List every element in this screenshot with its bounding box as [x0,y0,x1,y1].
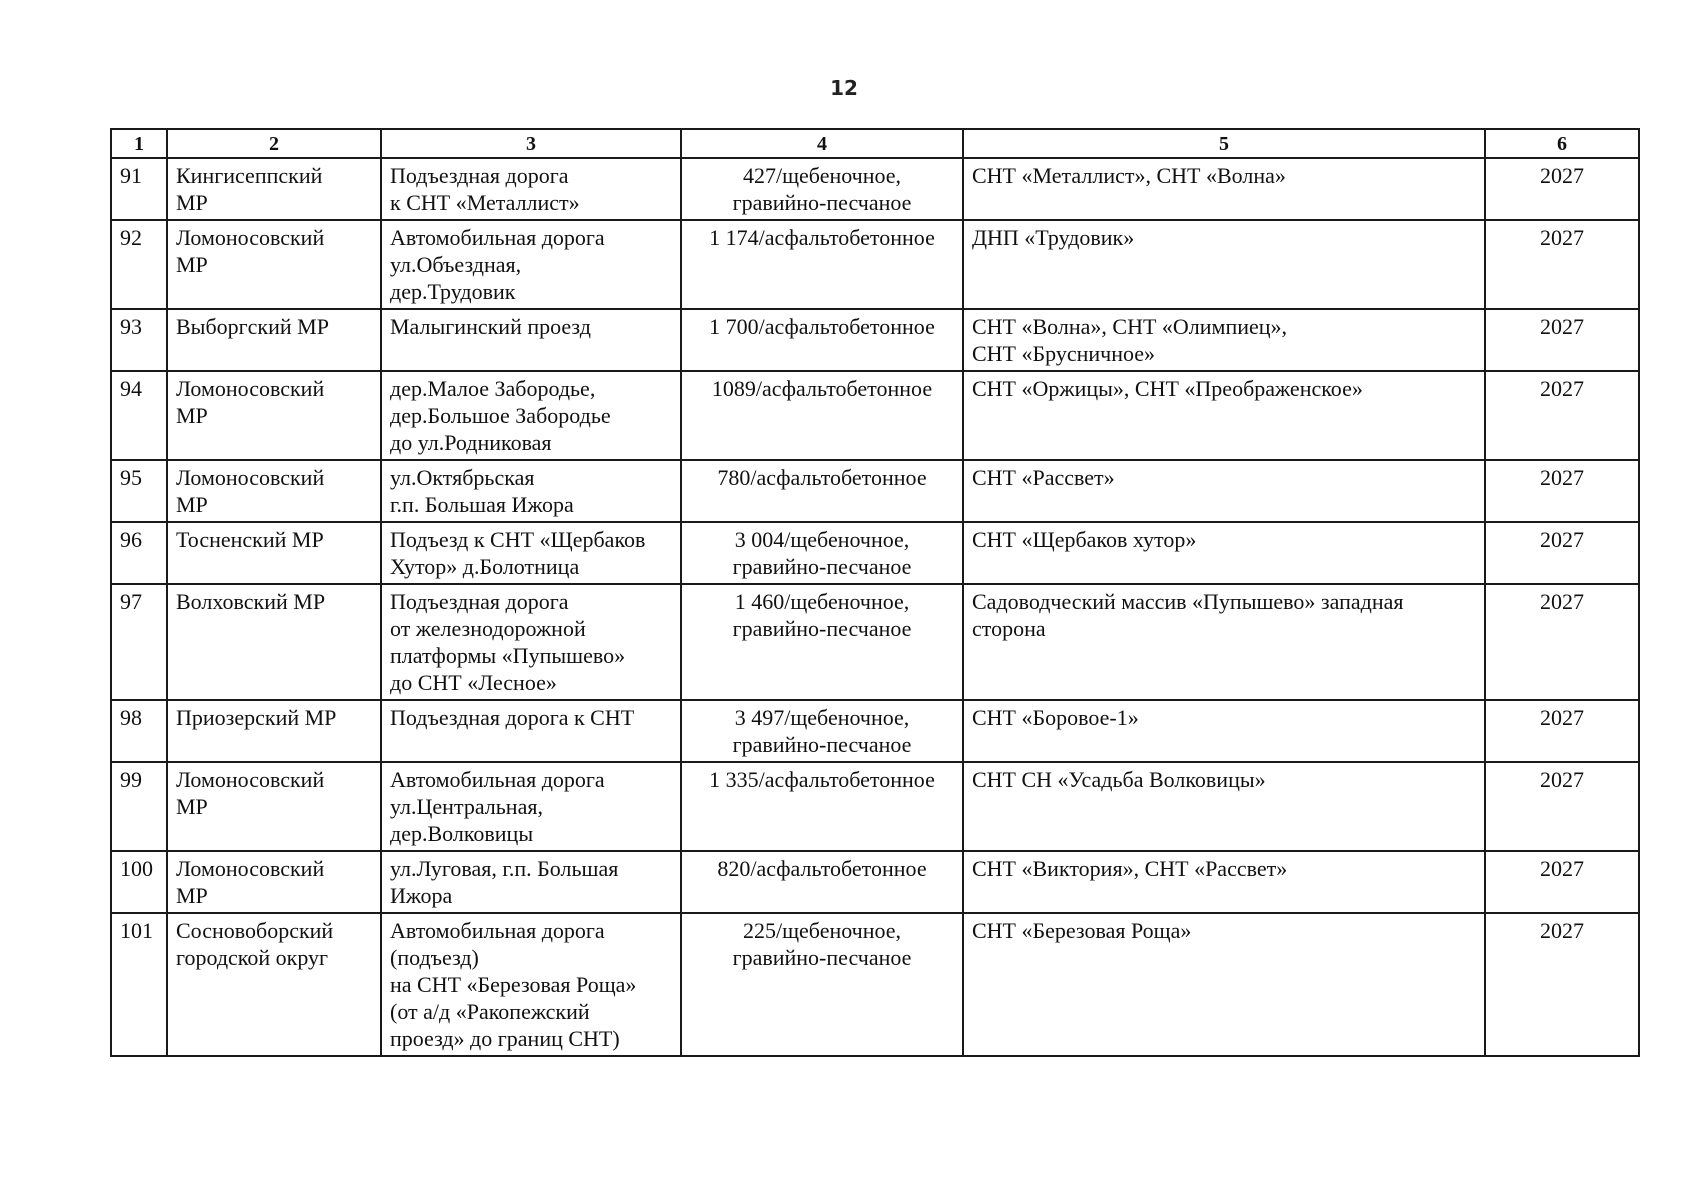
cell-district-text: Волховский МР [176,589,326,614]
cell-snt-text: ДНП «Трудовик» [972,225,1135,250]
cell-number [111,158,167,220]
cell-number [111,371,167,460]
table-row [111,158,1639,220]
cell-year-text: 2027 [1540,527,1584,552]
cell-district-text: Сосновоборский городской округ [176,918,334,970]
table-body [111,158,1639,1056]
cell-road-text: Автомобильная дорога ул.Центральная, дер.Волковицы [390,767,605,846]
header-row [111,129,1639,158]
cell-snt [963,584,1485,700]
cell-length-surface [681,460,963,522]
cell-road [381,220,681,309]
cell-number [111,309,167,371]
cell-district [167,700,381,762]
cell-district [167,371,381,460]
cell-district [167,460,381,522]
cell-number-text: 92 [120,225,142,250]
header-col-3: 3 [381,129,681,158]
cell-road-text: Автомобильная дорога ул.Объездная, дер.Трудовик [390,225,605,304]
cell-snt [963,220,1485,309]
cell-district-text: Кингисеппский МР [176,163,323,215]
cell-snt-text: СНТ СН «Усадьба Волковицы» [972,767,1266,792]
cell-length-surface [681,851,963,913]
cell-road-text: Подъезд к СНТ «Щербаков Хутор» д.Болотница [390,527,646,579]
cell-road [381,584,681,700]
cell-length-surface-text: 1089/асфальтобетонное [711,376,933,401]
cell-number-text: 95 [120,465,142,490]
cell-snt [963,700,1485,762]
cell-snt [963,522,1485,584]
cell-snt [963,460,1485,522]
header-col-1: 1 [111,129,167,158]
cell-road [381,913,681,1056]
cell-year-text: 2027 [1540,918,1584,943]
cell-length-surface [681,158,963,220]
cell-length-surface-text: 427/щебеночное, гравийно-песчаное [732,163,912,215]
cell-district [167,851,381,913]
cell-snt-text: СНТ «Боровое-1» [972,705,1139,730]
cell-snt-text: СНТ «Виктория», СНТ «Рассвет» [972,856,1288,881]
cell-district [167,220,381,309]
cell-year [1485,522,1639,584]
cell-district [167,309,381,371]
cell-district-text: Ломоносовский МР [176,856,325,908]
header-col-4: 4 [681,129,963,158]
page-number: 12 [830,76,858,100]
cell-road-text: Автомобильная дорога (подъезд) на СНТ «Березовая Роща» (от а/д «Ракопежский проезд» до границ СНТ) [390,918,637,1051]
cell-year-text: 2027 [1540,225,1584,250]
cell-district-text: Ломоносовский МР [176,225,325,277]
cell-road [381,762,681,851]
cell-number-text: 101 [120,918,153,943]
roads-table [110,128,1640,1057]
cell-snt [963,309,1485,371]
cell-year-text: 2027 [1540,589,1584,614]
cell-year-text: 2027 [1540,705,1584,730]
header-col-2: 2 [167,129,381,158]
cell-length-surface [681,584,963,700]
cell-number-text: 99 [120,767,142,792]
cell-number-text: 94 [120,376,142,401]
cell-road [381,371,681,460]
cell-road-text: Подъездная дорога к СНТ «Металлист» [390,163,580,215]
cell-district-text: Тосненский МР [176,527,324,552]
cell-number [111,584,167,700]
cell-length-surface-text: 1 700/асфальтобетонное [709,314,935,339]
cell-year-text: 2027 [1540,465,1584,490]
cell-length-surface-text: 1 335/асфальтобетонное [709,767,935,792]
cell-snt [963,762,1485,851]
cell-road-text: дер.Малое Забородье, дер.Большое Забородье до ул.Родниковая [390,376,611,455]
cell-road [381,460,681,522]
cell-length-surface [681,762,963,851]
cell-road [381,309,681,371]
cell-length-surface-text: 1 460/щебеночное, гравийно-песчаное [732,589,912,641]
cell-year-text: 2027 [1540,767,1584,792]
cell-length-surface-text: 820/асфальтобетонное [717,856,927,881]
cell-road-text: Подъездная дорога от железнодорожной платформы «Пупышево» до СНТ «Лесное» [390,589,626,695]
cell-snt-text: СНТ «Оржицы», СНТ «Преображенское» [972,376,1363,401]
cell-length-surface [681,700,963,762]
cell-district [167,762,381,851]
table-row [111,913,1639,1056]
cell-length-surface-text: 1 174/асфальтобетонное [709,225,935,250]
table-row [111,584,1639,700]
cell-year [1485,584,1639,700]
cell-road [381,851,681,913]
cell-year [1485,309,1639,371]
table-row [111,371,1639,460]
cell-snt-text: СНТ «Щербаков хутор» [972,527,1197,552]
cell-snt-text: СНТ «Рассвет» [972,465,1115,490]
cell-snt-text: СНТ «Березовая Роща» [972,918,1192,943]
cell-year [1485,460,1639,522]
cell-number-text: 96 [120,527,142,552]
cell-length-surface-text: 225/щебеночное, гравийно-песчаное [732,918,912,970]
cell-length-surface [681,309,963,371]
cell-number [111,522,167,584]
table-row [111,220,1639,309]
cell-number [111,913,167,1056]
cell-year [1485,762,1639,851]
cell-number [111,762,167,851]
cell-road [381,522,681,584]
cell-road-text: Малыгинский проезд [390,314,591,339]
cell-snt [963,913,1485,1056]
cell-road-text: ул.Октябрьская г.п. Большая Ижора [390,465,574,517]
header-col-6: 6 [1485,129,1639,158]
cell-snt [963,851,1485,913]
cell-number [111,851,167,913]
cell-snt-text: СНТ «Волна», СНТ «Олимпиец», СНТ «Брусничное» [972,314,1288,366]
cell-number [111,220,167,309]
cell-number [111,700,167,762]
cell-road-text: Подъездная дорога к СНТ [390,705,635,730]
cell-district-text: Ломоносовский МР [176,376,325,428]
cell-year [1485,371,1639,460]
table-row [111,460,1639,522]
cell-year [1485,913,1639,1056]
cell-number-text: 98 [120,705,142,730]
cell-snt-text: Садоводческий массив «Пупышево» западная сторона [972,589,1404,641]
cell-district [167,913,381,1056]
cell-number-text: 91 [120,163,142,188]
cell-snt [963,371,1485,460]
cell-snt [963,158,1485,220]
cell-road [381,158,681,220]
cell-length-surface [681,913,963,1056]
table-row [111,851,1639,913]
cell-length-surface-text: 3 004/щебеночное, гравийно-песчаное [732,527,912,579]
cell-year-text: 2027 [1540,163,1584,188]
table-row [111,700,1639,762]
cell-snt-text: СНТ «Металлист», СНТ «Волна» [972,163,1286,188]
cell-district-text: Приозерский МР [176,705,337,730]
cell-number-text: 100 [120,856,153,881]
cell-length-surface-text: 3 497/щебеночное, гравийно-песчаное [732,705,912,757]
cell-year [1485,220,1639,309]
cell-district [167,584,381,700]
cell-year-text: 2027 [1540,314,1584,339]
cell-year [1485,851,1639,913]
cell-year-text: 2027 [1540,856,1584,881]
cell-district-text: Ломоносовский МР [176,767,325,819]
cell-length-surface [681,220,963,309]
cell-road [381,700,681,762]
cell-year-text: 2027 [1540,376,1584,401]
table-row [111,762,1639,851]
cell-road-text: ул.Луговая, г.п. Большая Ижора [390,856,619,908]
cell-district-text: Ломоносовский МР [176,465,325,517]
header-col-5: 5 [963,129,1485,158]
cell-year [1485,700,1639,762]
cell-length-surface [681,522,963,584]
cell-length-surface [681,371,963,460]
cell-number-text: 93 [120,314,142,339]
cell-district-text: Выборгский МР [176,314,329,339]
cell-length-surface-text: 780/асфальтобетонное [717,465,927,490]
table-row [111,309,1639,371]
cell-district [167,522,381,584]
cell-number-text: 97 [120,589,142,614]
table-row [111,522,1639,584]
cell-district [167,158,381,220]
cell-year [1485,158,1639,220]
cell-number [111,460,167,522]
